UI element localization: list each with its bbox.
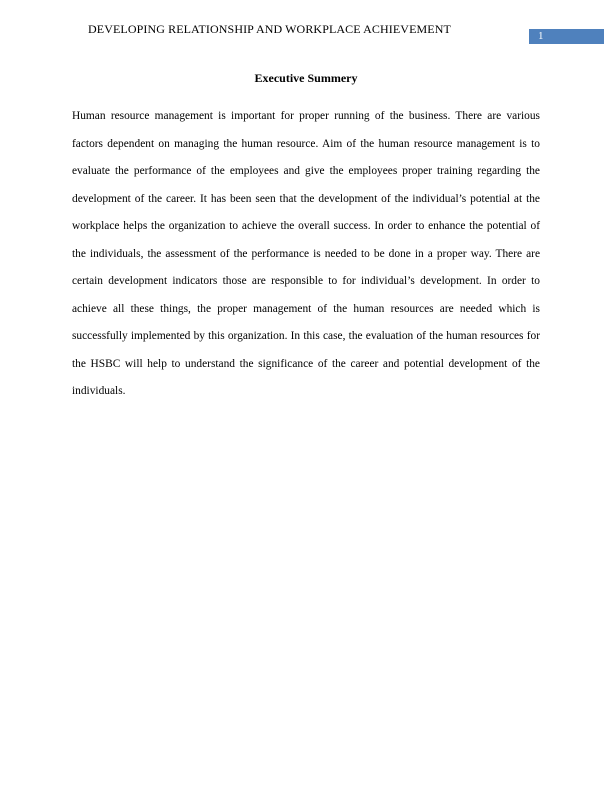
section-title: Executive Summery <box>254 71 358 85</box>
running-head: DEVELOPING RELATIONSHIP AND WORKPLACE ACHIEVEMENT <box>88 22 451 36</box>
page-number: 1 <box>529 29 604 44</box>
summary-paragraph: Human resource management is important for proper running of the business. There are various factors dependent on managing the human resource. Aim of the human resource management is to evaluate the performance of the employees and give the employees proper training regarding the development of the career. It has been seen that the development of the individual’s potential at the workplace helps the organization to achieve the overall success. In order to enhance the potential of the individuals, the assessment of the performance is needed to be done in a proper way. There are certain development indicators those are responsible to for individual’s development. In order to achieve all these things, the proper management of the human resources are needed which is successfully implemented by this organization. In this case, the evaluation of the human resources for the HSBC will help to understand the significance of the career and potential development of the individuals. <box>72 110 540 397</box>
